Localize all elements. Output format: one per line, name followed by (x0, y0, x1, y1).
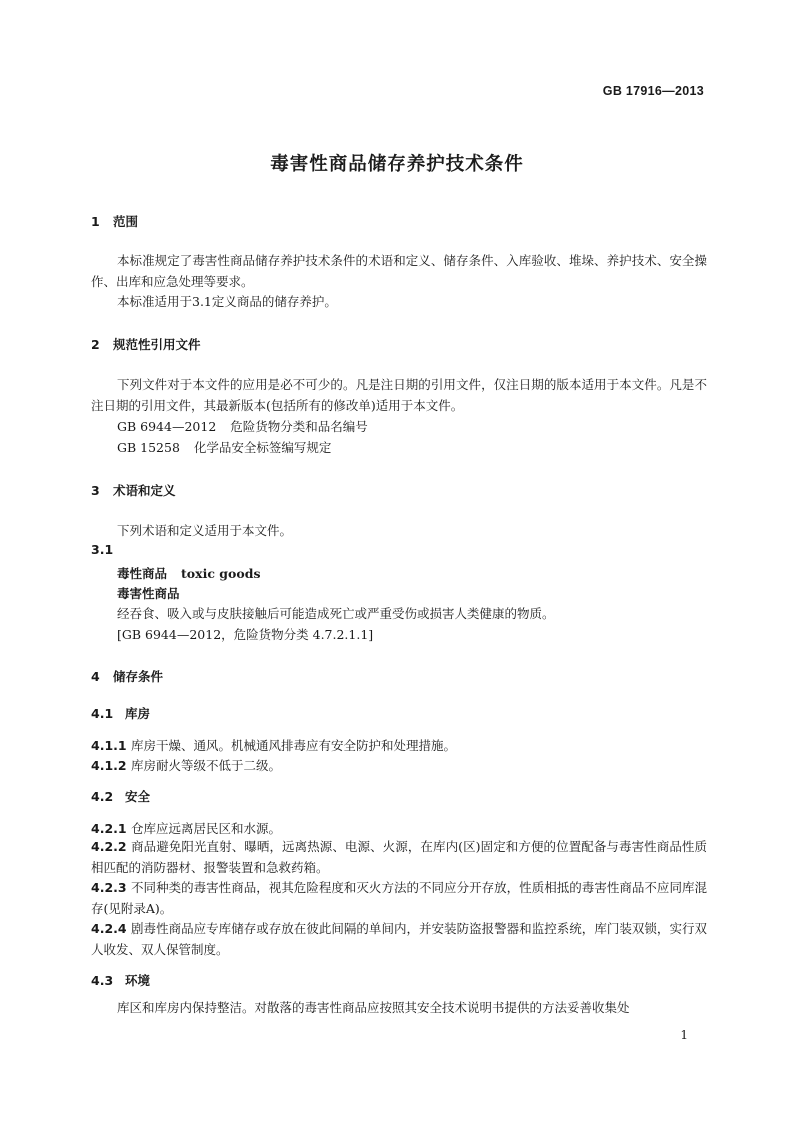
clause-number: 4.2.4 (91, 921, 127, 936)
term-chinese: 毒性商品 (117, 566, 168, 581)
section-number: 3 (91, 483, 100, 498)
term-english: toxic goods (181, 566, 261, 581)
term-source: [GB 6944—2012，危险货物分类 4.7.2.1.1] (117, 627, 374, 642)
clause-number: 4.1.1 (91, 738, 127, 753)
section-4-heading (91, 667, 163, 685)
subsection-number: 4.1 (91, 706, 114, 721)
clause-4-2-2 (91, 837, 707, 878)
document-title: 毒害性商品储存养护技术条件 (270, 154, 524, 175)
section-number: 1 (91, 214, 100, 229)
subsection-4-1-heading (91, 704, 150, 722)
reference-code: GB 6944—2012 (117, 419, 217, 434)
reference-title: 危险货物分类和品名编号 (230, 419, 368, 434)
clause-4-2-1 (91, 819, 281, 837)
subsection-4-3-paragraph: 库区和库房内保持整洁。对散落的毒害性商品应按照其安全技术说明书提供的方法妥善收集处 (117, 1000, 630, 1015)
clause-text: 剧毒性商品应专库储存或存放在彼此间隔的单间内，并安装防盗报警器和监控系统，库门装双锁，实行双人收发、双人保管制度。 (91, 921, 707, 957)
standard-number: GB 17916—2013 (602, 84, 704, 98)
section-3-paragraph-1: 下列术语和定义适用于本文件。 (117, 523, 293, 538)
subsection-4-2-heading (91, 787, 150, 805)
subsection-title: 安全 (125, 789, 151, 804)
reference-item (117, 417, 368, 435)
section-number: 4 (91, 669, 100, 684)
clause-number: 4.2.1 (91, 821, 127, 836)
subsection-number: 4.3 (91, 973, 114, 988)
section-number: 2 (91, 337, 100, 352)
term-heading (117, 563, 260, 582)
subsection-number: 4.2 (91, 789, 114, 804)
section-1-paragraph-1: 本标准规定了毒害性商品储存养护技术条件的术语和定义、储存条件、入库验收、堆垛、养护技术、安全操作、出库和应急处理等要求。 (91, 253, 707, 289)
clause-4-1-2 (91, 756, 281, 774)
section-1-paragraph-2: 本标准适用于3.1定义商品的储存养护。 (117, 294, 337, 309)
section-3-heading (91, 481, 176, 499)
section-2-paragraph-1: 下列文件对于本文件的应用是必不可少的。凡是注日期的引用文件，仅注日期的版本适用于本文件。凡是不注日期的引用文件，其最新版本(包括所有的修改单)适用于本文件。 (91, 377, 707, 413)
clause-number: 4.2.3 (91, 880, 127, 895)
section-title: 术语和定义 (113, 483, 176, 498)
clause-4-1-1 (91, 736, 456, 754)
subsection-4-3-heading (91, 971, 150, 989)
subsection-title: 库房 (125, 706, 151, 721)
section-title: 规范性引用文件 (113, 337, 201, 352)
term-number: 3.1 (91, 542, 114, 557)
clause-text: 库房干燥、通风。机械通风排毒应有安全防护和处理措施。 (131, 738, 457, 753)
reference-item (117, 438, 331, 456)
clause-number: 4.2.2 (91, 839, 127, 854)
clause-text: 库房耐火等级不低于二级。 (131, 758, 282, 773)
section-title: 储存条件 (113, 669, 164, 684)
reference-title: 化学品安全标签编写规定 (193, 440, 332, 455)
clause-4-2-4 (91, 919, 707, 960)
clause-text: 不同种类的毒害性商品，视其危险程度和灭火方法的不同应分开存放，性质相抵的毒害性商品不应同库混存(见附录A)。 (91, 880, 707, 916)
clause-number: 4.1.2 (91, 758, 127, 773)
page-number: 1 (680, 1028, 688, 1042)
clause-4-2-3 (91, 878, 707, 919)
subsection-title: 环境 (125, 973, 151, 988)
section-1-heading (91, 212, 138, 230)
reference-code: GB 15258 (117, 440, 180, 455)
term-alternate: 毒害性商品 (117, 586, 180, 601)
section-title: 范围 (113, 214, 139, 229)
section-2-heading (91, 335, 201, 353)
clause-text: 仓库应远离居民区和水源。 (131, 821, 282, 836)
term-definition: 经吞食、吸入或与皮肤接触后可能造成死亡或严重受伤或损害人类健康的物质。 (117, 606, 555, 621)
clause-text: 商品避免阳光直射、曝晒，远离热源、电源、火源，在库内(区)固定和方便的位置配备与毒害性商品性质相匹配的消防器材、报警装置和急救药箱。 (91, 839, 707, 875)
